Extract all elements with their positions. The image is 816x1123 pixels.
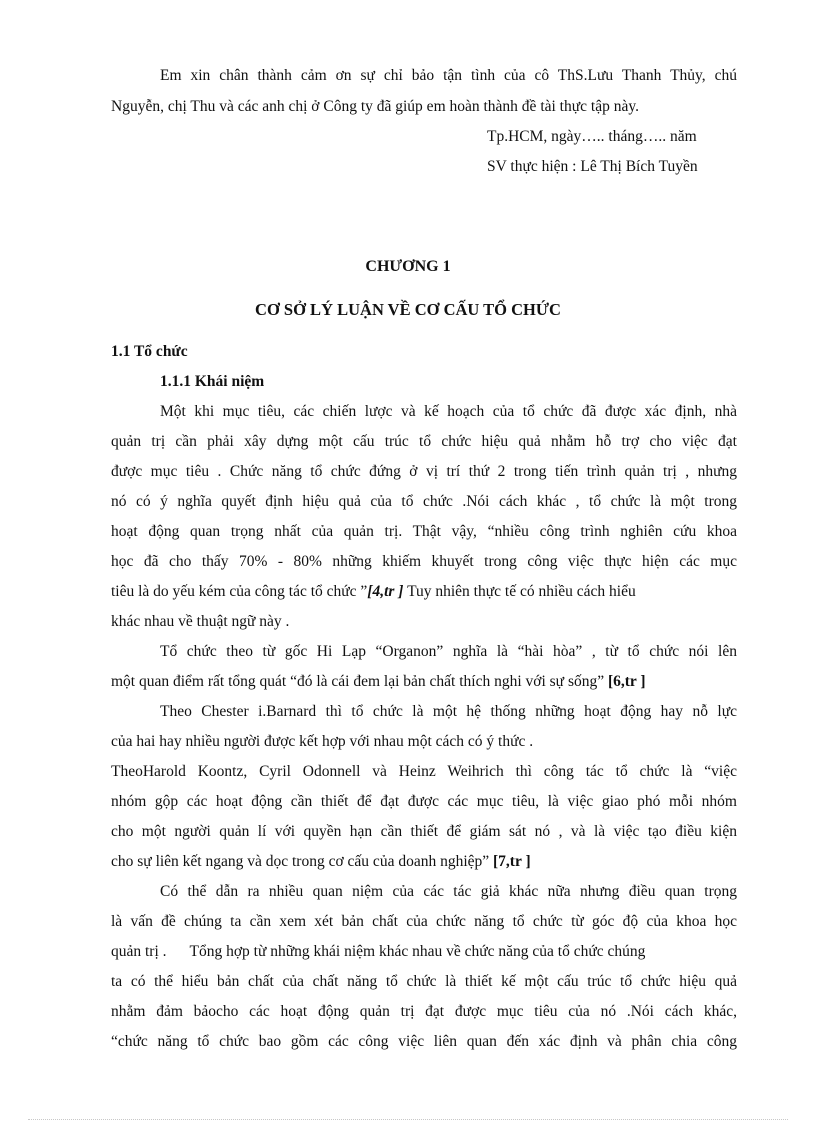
page-bottom-divider (28, 1119, 788, 1120)
para1-line-3: được mục tiêu . Chức năng tổ chức đứng ở vị trí thứ 2 trong tiến trình quản trị , nhưng (111, 463, 737, 480)
para4-line-2: nhóm gộp các hoạt động cần thiết để đạt được các mục tiêu, là việc giao phó mỗi nhóm (111, 793, 737, 810)
para5-line-4: ta có thể hiểu bản chất của chất năng tổ chức là thiết kế một cấu trúc tổ chức hiệu quả (111, 973, 737, 990)
para4-line-1: TheoHarold Koontz, Cyril Odonnell và Heinz Weihrich thì công tác tổ chức là “việc (111, 763, 737, 780)
para1-line-4: nó có ý nghĩa quyết định hiệu quả của tổ chức .Nói cách khác , tổ chức là một trong (111, 493, 737, 510)
para1-line-8: khác nhau về thuật ngữ này . (111, 613, 290, 630)
citation-7: [7,tr ] (493, 853, 531, 870)
chapter-title: CƠ SỞ LÝ LUẬN VỀ CƠ CẤU TỔ CHỨC (255, 300, 561, 319)
para5-line-1: Có thể dẫn ra nhiều quan niệm của các tác giả khác nữa nhưng điều quan trọng (160, 883, 737, 900)
para1-line-7 (111, 582, 737, 602)
para1-line-7-tail: Tuy nhiên thực tế có nhiều cách hiểu (403, 583, 636, 600)
para1-line-6: học đã cho thấy 70% - 80% những khiếm khuyết trong công việc thực hiện các mục (111, 553, 737, 570)
section-title: 1.1 Tổ chức (111, 343, 188, 360)
intro-line-2: Nguyễn, chị Thu và các anh chị ở Công ty đã giúp em hoàn thành đề tài thực tập này. (111, 98, 639, 115)
para5-line-6: “chức năng tổ chức bao gồm các công việc liên quan đến xác định và phân chia công (111, 1033, 737, 1050)
para1-line-7-text: tiêu là do yếu kém của công tác tổ chức ” (111, 583, 368, 600)
para4-line-3: cho một người quản lí với quyền hạn cần thiết để giám sát nó , và là việc tạo điều kiện (111, 823, 737, 840)
para2-line-1: Tổ chức theo từ gốc Hi Lạp “Organon” nghĩa là “hài hòa” , từ tổ chức nói lên (160, 643, 737, 660)
para1-line-1: Một khi mục tiêu, các chiến lược và kế hoạch của tổ chức đã được xác định, nhà (160, 403, 737, 420)
student-line: SV thực hiện : Lê Thị Bích Tuyền (487, 158, 698, 175)
para1-line-5: hoạt động quan trọng nhất của quản trị. Thật vậy, “nhiều công trình nghiên cứu khoa (111, 523, 737, 540)
para2-line-2 (111, 672, 737, 692)
para3-line-2: của hai hay nhiều người được kết hợp với nhau một cách có ý thức . (111, 733, 534, 750)
subsection-title: 1.1.1 Khái niệm (160, 373, 265, 390)
para3-line-1: Theo Chester i.Barnard thì tổ chức là một hệ thống những hoạt động hay nỗ lực (160, 703, 737, 720)
para1-line-2: quản trị cần phải xây dựng một cấu trúc tổ chức hiệu quả nhằm hỗ trợ cho việc đạt (111, 433, 737, 450)
date-line: Tp.HCM, ngày….. tháng….. năm (487, 128, 697, 145)
para5-line-2: là vấn đề chúng ta cần xem xét bản chất của chức năng tổ chức từ góc độ của khoa học (111, 913, 737, 930)
para5-line-5: nhằm đảm bảocho các hoạt động quản trị đạt được mục tiêu của nó .Nói cách khác, (111, 1003, 737, 1020)
citation-4: [4,tr ] (367, 583, 404, 600)
para4-line-4-text: cho sự liên kết ngang và dọc trong cơ cấu của doanh nghiệp” (111, 853, 490, 870)
para4-line-4 (111, 852, 737, 872)
citation-6: [6,tr ] (607, 673, 646, 690)
para5-line-3: quản trị . Tổng hợp từ những khái niệm khác nhau về chức năng của tổ chức chúng (111, 943, 646, 960)
para2-line-2-text: một quan điểm rất tổng quát “đó là cái đem lại bản chất thích nghi với sự sống” (111, 673, 605, 690)
chapter-number: CHƯƠNG 1 (365, 258, 451, 275)
intro-line-1: Em xin chân thành cảm ơn sự chỉ bảo tận tình của cô ThS.Lưu Thanh Thủy, chú (160, 67, 737, 84)
